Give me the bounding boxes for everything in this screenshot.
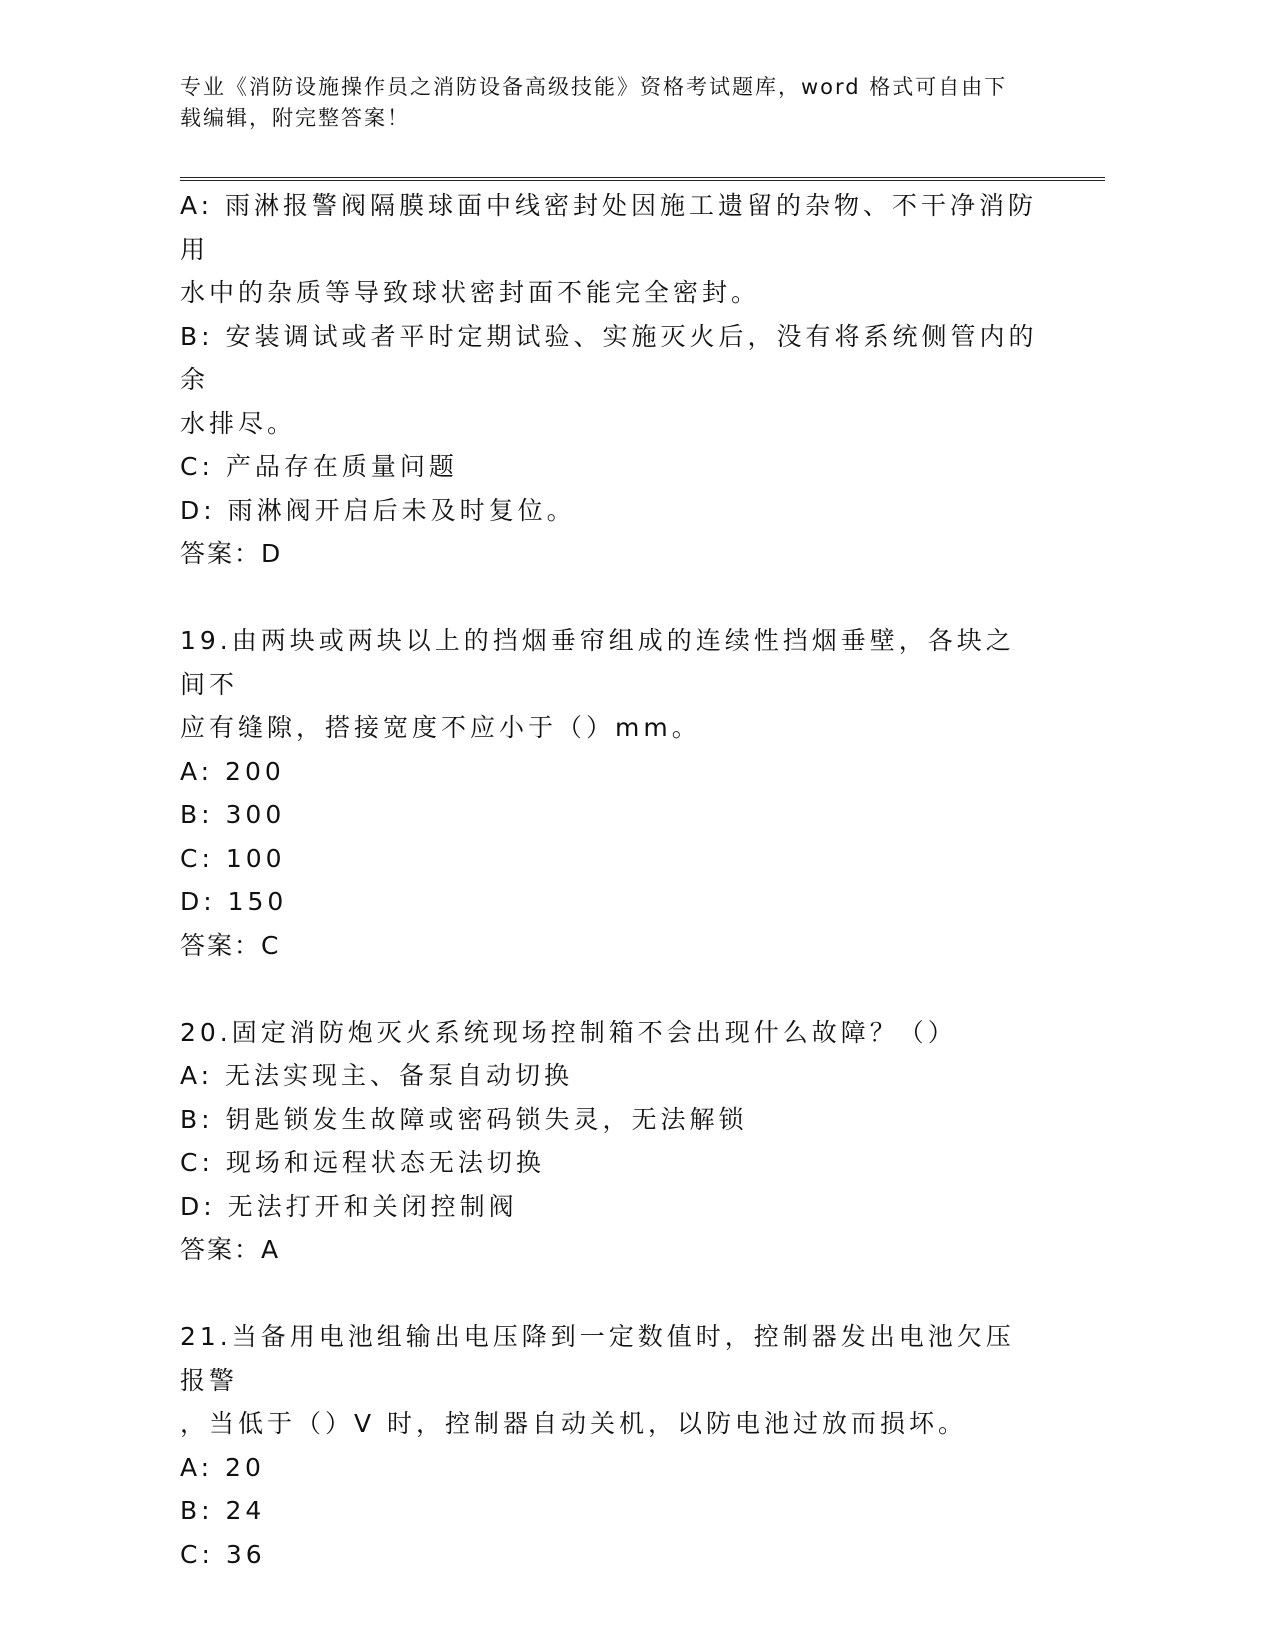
answer: 答案：C — [180, 930, 281, 960]
option-c: C: 100 — [180, 843, 286, 873]
question-list — [180, 184, 1040, 1576]
answer: 答案：A — [180, 1235, 281, 1264]
option-b-line-2: 水排尽。 — [180, 408, 297, 438]
option-d: D: 无法打开和关闭控制阀 — [180, 1191, 518, 1221]
option-d: D: 150 — [180, 887, 288, 916]
option-b-line-1: B: 安装调试或者平时定期试验、实施灭火后，没有将系统侧管内的余 — [180, 321, 1038, 394]
option-b: B: 钥匙锁发生故障或密码锁失灵，无法解锁 — [180, 1104, 748, 1134]
spacer — [180, 1272, 1040, 1316]
header-double-rule — [180, 177, 1105, 181]
answer: 答案：D — [180, 539, 283, 568]
question-stem-line-2: ，当低于（）V 时，控制器自动关机，以防电池过放而损坏。 — [180, 1409, 968, 1438]
question-18 — [180, 184, 1040, 576]
option-c: C: 产品存在质量问题 — [180, 452, 458, 481]
document-header — [180, 72, 1040, 134]
option-b: B: 24 — [180, 1496, 266, 1525]
option-c: C: 36 — [180, 1539, 266, 1569]
question-stem-line-1: 21.当备用电池组输出电压降到一定数值时，控制器发出电池欠压报警 — [180, 1322, 1015, 1395]
option-a: A: 200 — [180, 756, 285, 786]
header-line-2: 载编辑，附完整答案！ — [180, 106, 410, 130]
spacer — [180, 576, 1040, 620]
header-line-1: 专业《消防设施操作员之消防设备高级技能》资格考试题库，word 格式可自由下 — [180, 75, 1008, 99]
question-stem-line-1: 19.由两块或两块以上的挡烟垂帘组成的连续性挡烟垂壁，各块之间不 — [180, 626, 1015, 699]
option-a-line-1: A: 雨淋报警阀隔膜球面中线密封处因施工遗留的杂物、不干净消防用 — [180, 191, 1038, 264]
question-stem-line-1: 20.固定消防炮灭火系统现场控制箱不会出现什么故障？（） — [180, 1017, 957, 1047]
question-19 — [180, 619, 1040, 967]
option-c: C: 现场和远程状态无法切换 — [180, 1148, 545, 1177]
option-a-line-2: 水中的杂质等导致球状密封面不能完全密封。 — [180, 278, 761, 307]
option-a: A: 无法实现主、备泵自动切换 — [180, 1061, 574, 1090]
question-20 — [180, 1011, 1040, 1272]
question-stem-line-2: 应有缝隙，搭接宽度不应小于（）mm。 — [180, 713, 701, 742]
question-21 — [180, 1315, 1040, 1576]
option-d: D: 雨淋阀开启后未及时复位。 — [180, 495, 576, 525]
option-b: B: 300 — [180, 800, 286, 829]
option-a: A: 20 — [180, 1452, 265, 1482]
spacer — [180, 967, 1040, 1011]
